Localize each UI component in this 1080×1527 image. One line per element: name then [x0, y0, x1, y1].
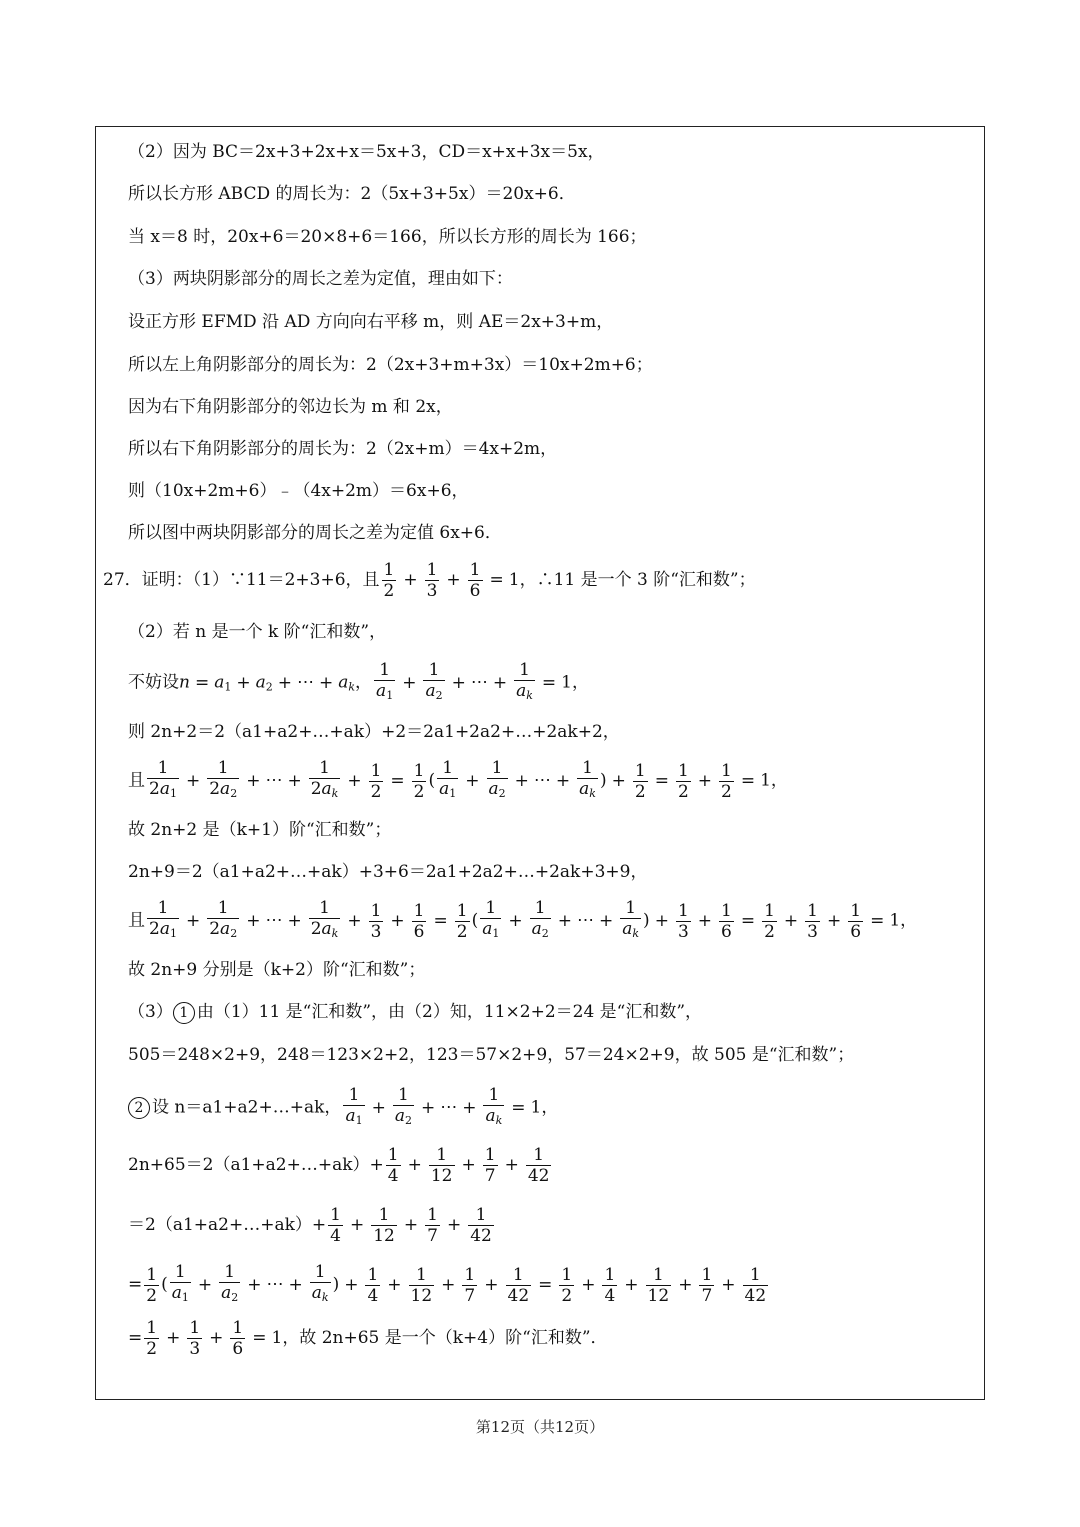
line-9: 则（10x+2m+6）﹣（4x+2m）＝6x+6，: [128, 481, 469, 501]
line-17: 2n+9＝2（a1+a2+…+ak）+3+6＝2a1+2a2+…+2ak+3+9，: [128, 862, 648, 882]
line-19: 故 2n+9 分别是（k+2）阶“汇和数”；: [128, 960, 426, 980]
page-footer: 第12页（共12页）: [475, 1418, 605, 1436]
line-14: 则 2n+2＝2（a1+a2+…+ak）+2＝2a1+2a2+…+2ak+2，: [128, 722, 620, 742]
line-3: 当 x＝8 时，20x+6＝20×8+6＝166，所以长方形的周长为 166；: [128, 227, 647, 247]
line-20: [128, 1000, 702, 1024]
l20-text: 由（1）11 是“汇和数”，由（2）知，11×2+2＝24 是“汇和数”，: [196, 1002, 703, 1022]
line-16: 故 2n+2 是（k+1）阶“汇和数”；: [128, 820, 392, 840]
line-5: 设正方形 EFMD 沿 AD 方向向右平移 m，则 AE＝2x+3+m，: [128, 312, 614, 332]
line-18: 且 $\frac{1}{2a_1}$ + $\frac{1}{2a_2}$ + ⋯ + $\frac{1}{2a_k}$ + $\frac{1}{3}$ + $\frac{1}{6}$ = $\frac{1}{2}$ ( $\frac{1}{a_1}$ + $\frac{1}{a_2}$ + ⋯ + $\frac{1}{a_k}$ ) + $\frac{1}{3}$ + $\frac{1}{6}$ = $\frac{1}{2}$ + $\frac{1}{3}$ + $\frac{1}{6}$ = 1，: [128, 898, 918, 942]
l13-prefix: 不妨设: [128, 672, 179, 693]
line-10: 所以图中两块阴影部分的周长之差为定值 6x+6．: [128, 523, 502, 543]
line-25: = $\frac{1}{2}$ ( $\frac{1}{a_1}$ + $\frac{1}{a_2}$ + ⋯ + $\frac{1}{a_k}$ ) + $\frac{1}{4}$ + $\frac{1}{12}$ + $\frac{1}{7}$ + $\frac{1}{42}$ = $\frac{1}{2}$ + $\frac{1}{4}$ + $\frac{1}{12}$ + $\frac{1}{7}$ + $\frac{1}{42}$: [128, 1262, 767, 1306]
line-26: = $\frac{1}{2}$ + $\frac{1}{3}$ + $\frac{1}{6}$ = 1，故 2n+65 是一个（k+4）阶“汇和数”．: [128, 1318, 608, 1359]
l23-text: 2n+65＝2（a1+a2+…+ak）+: [128, 1155, 384, 1175]
line-13: 不妨设$n = a_1 + a_2$ + ⋯ + $a_k$， $\frac{1}{a_1}$ + $\frac{1}{a_2}$ + ⋯ + $\frac{1}{a_k}$ = 1，: [128, 660, 589, 702]
l20-prefix: （3）: [128, 1002, 173, 1022]
question-27-part1: 27．证明：（1）∵11＝2+3+6，且 $\frac{1}{2}$ + $\frac{1}{3}$ + $\frac{1}{6}$ = 1，∴11 是一个 3 阶“汇和数”；: [103, 560, 756, 601]
line-21: 505＝248×2+9，248＝123×2+2，123＝57×2+9，57＝24×2+9，故 505 是“汇和数”；: [128, 1045, 855, 1065]
l18-prefix: 且: [128, 910, 145, 931]
line-12: （2）若 n 是一个 k 阶“汇和数”，: [128, 622, 387, 642]
l15-prefix: 且: [128, 770, 145, 791]
line-1: （2）因为 BC＝2x+3+2x+x＝5x+3，CD＝x+x+3x＝5x，: [128, 142, 605, 162]
circled-two: 2: [128, 1097, 150, 1119]
l24-text: ＝2（a1+a2+…+ak）+: [128, 1215, 327, 1235]
line-15: 且 $\frac{1}{2a_1}$ + $\frac{1}{2a_2}$ + ⋯ + $\frac{1}{2a_k}$ + $\frac{1}{2}$ = $\frac{1}{2}$ ( $\frac{1}{a_1}$ + $\frac{1}{a_2}$ + ⋯ + $\frac{1}{a_k}$ ) + $\frac{1}{2}$ = $\frac{1}{2}$ + $\frac{1}{2}$ = 1，: [128, 758, 788, 802]
l22-text: 设 n＝a1+a2+…+ak，: [152, 1097, 342, 1118]
l26-suffix: ，故 2n+65 是一个（k+4）阶“汇和数”．: [282, 1328, 608, 1348]
line-4: （3）两块阴影部分的周长之差为定值，理由如下：: [128, 269, 513, 289]
line-24: ＝2（a1+a2+…+ak）+ $\frac{1}{4}$ + $\frac{1}{12}$ + $\frac{1}{7}$ + $\frac{1}{42}$: [128, 1205, 492, 1246]
line-7: 因为右下角阴影部分的邻边长为 m 和 2x，: [128, 397, 453, 417]
circled-one: 1: [173, 1002, 195, 1024]
line-8: 所以右下角阴影部分的周长为：2（2x+m）＝4x+2m，: [128, 439, 558, 459]
q27-prefix: 27．证明：（1）∵11＝2+3+6，且: [103, 570, 380, 590]
line-2: 所以长方形 ABCD 的周长为：2（5x+3+5x）＝20x+6．: [128, 184, 576, 204]
line-23: 2n+65＝2（a1+a2+…+ak）+ $\frac{1}{4}$ + $\frac{1}{12}$ + $\frac{1}{7}$ + $\frac{1}{42}$: [128, 1145, 550, 1186]
line-22: 2 设 n＝a1+a2+…+ak， $\frac{1}{a_1}$ + $\frac{1}{a_2}$ + ⋯ + $\frac{1}{a_k}$ = 1，: [128, 1085, 558, 1131]
q27-suffix: ，∴11 是一个 3 阶“汇和数”；: [519, 570, 756, 590]
line-6: 所以左上角阴影部分的周长为：2（2x+3+m+3x）＝10x+2m+6；: [128, 355, 653, 375]
